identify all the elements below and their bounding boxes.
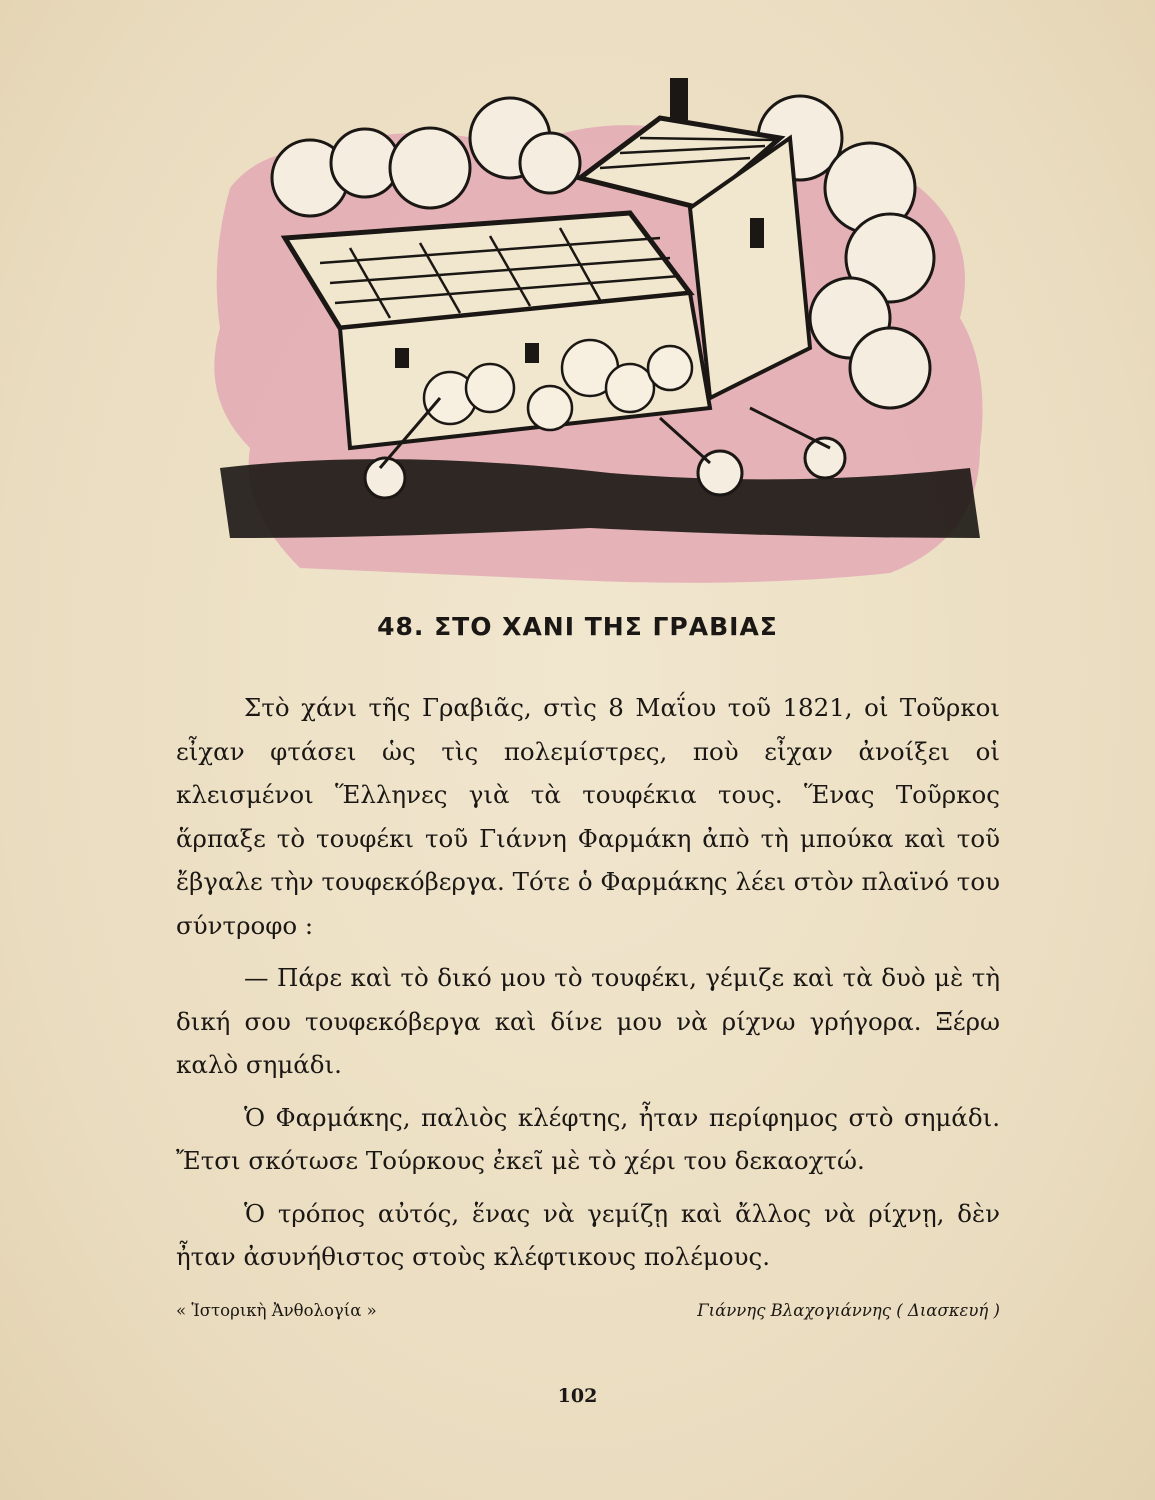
source-citation: « Ἱστορικὴ Ἀνθολογία » bbox=[176, 1301, 377, 1320]
body-text bbox=[176, 686, 1000, 1279]
loophole-1 bbox=[395, 348, 409, 368]
author-credit: Γιάννης Βλαχογιάννης ( Διασκευή ) bbox=[697, 1301, 1000, 1320]
paragraph-4: Ὁ τρόπος αὐτός, ἕνας νὰ γεμίζῃ καὶ ἄλλος νὰ ρίχνῃ, δὲν ἦταν ἀσυνήθιστος στοὺς κλέφτικους πολέμους. bbox=[176, 1198, 1000, 1271]
paragraph-2: — Πάρε καὶ τὸ δικό μου τὸ τουφέκι, γέμιζε καὶ τὰ δυὸ μὲ τὴ δική σου τουφεκόβεργα καὶ δίνε μου νὰ ρίχνω γρήγορα. Ξέρω καλὸ σημάδι. bbox=[176, 963, 1000, 1079]
upper-window bbox=[750, 218, 764, 248]
inn-siege-illustration bbox=[190, 68, 1000, 588]
paragraph-1: Στὸ χάνι τῆς Γραβιᾶς, στὶς 8 Μαΐου τοῦ 1821, οἱ Τοῦρκοι εἶχαν φτάσει ὡς τὶς πολεμίστρες, ποὺ εἶχαν ἀνοίξει οἱ κλεισμένοι Ἕλληνες γιὰ τὰ τουφέκια τους. Ἕνας Τοῦρκος ἅρπαξε τὸ τουφέκι τοῦ Γιάννη Φαρμάκη ἀπὸ τὴ μπούκα καὶ τοῦ ἔβγαλε τὴν τουφεκόβεργα. Τότε ὁ Φαρμάκης λέει στὸν πλαϊνό του σύντροφο : bbox=[176, 693, 1000, 940]
citation-row bbox=[176, 1301, 1000, 1320]
paragraph-3: Ὁ Φαρμάκης, παλιὸς κλέφτης, ἦταν περίφημος στὸ σημάδι. Ἔτσι σκότωσε Τούρκους ἐκεῖ μὲ τὸ χέρι του δεκαοχτώ. bbox=[176, 1102, 1000, 1175]
loophole-2 bbox=[525, 343, 539, 363]
page-number: 102 bbox=[557, 1385, 598, 1407]
chimney bbox=[670, 78, 688, 120]
chapter-title: 48. ΣΤΟ ΧΑΝΙ ΤΗΣ ΓΡΑΒΙΑΣ bbox=[377, 612, 778, 641]
